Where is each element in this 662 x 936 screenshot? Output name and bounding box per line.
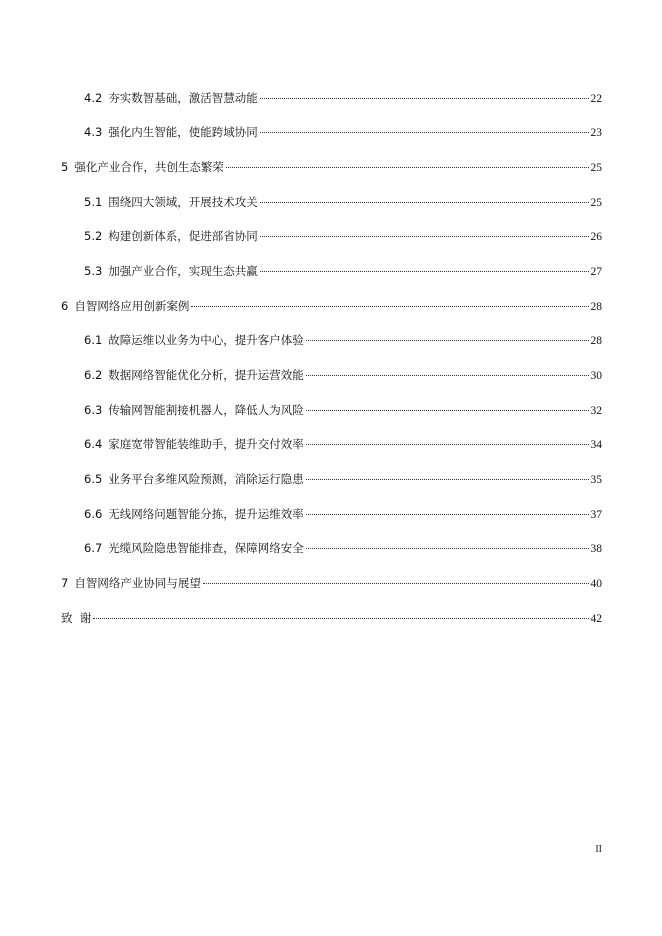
toc-number: 5.1 xyxy=(84,195,103,209)
toc-leader-dots xyxy=(93,618,588,619)
toc-entry[interactable] xyxy=(61,608,602,628)
toc-title: 自智网络产业协同与展望 xyxy=(74,576,201,590)
toc-page-number: 30 xyxy=(590,370,602,382)
toc-page-number: 32 xyxy=(590,405,602,417)
toc-page-number: 28 xyxy=(590,335,602,347)
toc-title: 故障运维以业务为中心，提升客户体验 xyxy=(108,333,304,347)
toc-entry[interactable] xyxy=(61,157,602,177)
toc-title: 致 谢 xyxy=(61,611,92,625)
toc-leader-dots xyxy=(260,132,589,133)
toc-entry[interactable] xyxy=(84,365,602,385)
toc-number: 6.2 xyxy=(84,368,103,382)
toc-leader-dots xyxy=(260,98,589,99)
toc-entry[interactable] xyxy=(61,573,602,593)
toc-entry[interactable] xyxy=(84,261,602,281)
toc-entry[interactable] xyxy=(84,88,602,108)
toc-number: 7 xyxy=(61,576,69,590)
toc-page-number: 34 xyxy=(590,439,602,451)
toc-title: 数据网络智能优化分析，提升运营效能 xyxy=(108,368,304,382)
toc-page-number: 25 xyxy=(590,197,602,209)
toc-number: 6.5 xyxy=(84,472,103,486)
toc-title: 业务平台多维风险预测，消除运行隐患 xyxy=(108,472,304,486)
toc-entry[interactable] xyxy=(84,226,602,246)
toc-entry[interactable] xyxy=(84,192,602,212)
toc-page-number: 23 xyxy=(590,127,602,139)
toc-leader-dots xyxy=(306,514,589,515)
toc-page-number: 37 xyxy=(590,509,602,521)
toc-entry[interactable] xyxy=(61,296,602,316)
toc-page-number: 42 xyxy=(590,613,602,625)
toc-page-number: 38 xyxy=(590,543,602,555)
toc-page-number: 35 xyxy=(590,474,602,486)
toc-leader-dots xyxy=(260,271,589,272)
toc-number: 4.2 xyxy=(84,91,103,105)
toc-leader-dots xyxy=(306,444,589,445)
toc-number: 5.3 xyxy=(84,264,103,278)
toc-number: 6.4 xyxy=(84,437,103,451)
toc-leader-dots xyxy=(260,202,589,203)
page-number-footer: II xyxy=(595,844,602,855)
toc-title: 构建创新体系，促进部省协同 xyxy=(108,229,258,243)
toc-title: 围绕四大领域，开展技术攻关 xyxy=(108,195,258,209)
toc-title: 传输网智能割接机器人，降低人为风险 xyxy=(108,403,304,417)
toc-page-number: 27 xyxy=(590,266,602,278)
toc-number: 5.2 xyxy=(84,229,103,243)
toc-entry[interactable] xyxy=(84,400,602,420)
toc-number: 5 xyxy=(61,160,69,174)
toc-title: 加强产业合作，实现生态共赢 xyxy=(108,264,258,278)
toc-page-number: 40 xyxy=(590,578,602,590)
toc-leader-dots xyxy=(306,375,589,376)
toc-leader-dots xyxy=(191,306,588,307)
toc-number: 4.3 xyxy=(84,125,103,139)
toc-leader-dots xyxy=(260,236,589,237)
toc-entry[interactable] xyxy=(84,122,602,142)
toc-page-number: 25 xyxy=(590,162,602,174)
toc-entry[interactable] xyxy=(84,330,602,350)
toc-title: 强化产业合作，共创生态繁荣 xyxy=(74,160,224,174)
toc-page-number: 28 xyxy=(590,301,602,313)
toc-leader-dots xyxy=(306,340,589,341)
toc-entry[interactable] xyxy=(84,434,602,454)
toc-number: 6.7 xyxy=(84,541,103,555)
toc-leader-dots xyxy=(203,583,589,584)
toc-title: 无线网络问题智能分拣，提升运维效率 xyxy=(108,507,304,521)
toc-title: 光缆风险隐患智能排查，保障网络安全 xyxy=(108,541,304,555)
toc-number: 6.3 xyxy=(84,403,103,417)
toc-title: 强化内生智能，使能跨域协同 xyxy=(108,125,258,139)
toc-entry[interactable] xyxy=(84,469,602,489)
toc-entry[interactable] xyxy=(84,504,602,524)
toc-number: 6.6 xyxy=(84,507,103,521)
toc-page-number: 26 xyxy=(590,231,602,243)
toc-leader-dots xyxy=(306,548,589,549)
toc-title: 自智网络应用创新案例 xyxy=(74,299,190,313)
toc-number: 6 xyxy=(61,299,69,313)
toc-title: 夯实数智基础，激活智慧动能 xyxy=(108,91,258,105)
toc-number: 6.1 xyxy=(84,333,103,347)
toc-leader-dots xyxy=(306,479,589,480)
toc-entry[interactable] xyxy=(84,538,602,558)
toc-title: 家庭宽带智能装维助手，提升交付效率 xyxy=(108,437,304,451)
toc-leader-dots xyxy=(226,167,589,168)
toc-leader-dots xyxy=(306,410,589,411)
toc-page-number: 22 xyxy=(590,93,602,105)
